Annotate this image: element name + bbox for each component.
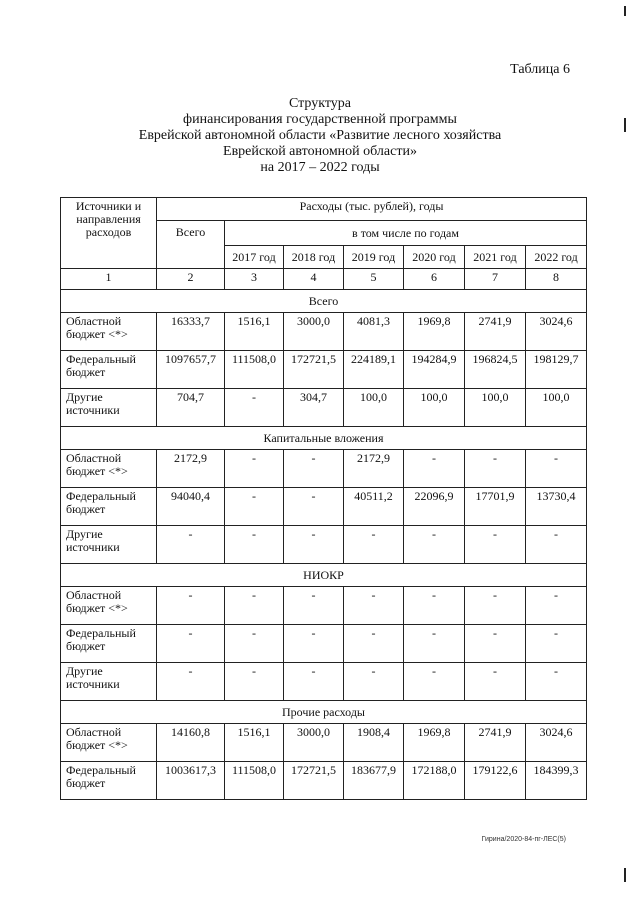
cell-value: 100,0: [526, 389, 587, 427]
cell-value: -: [526, 587, 587, 625]
cell-value: 4081,3: [344, 313, 404, 351]
cell-value: 111508,0: [225, 351, 284, 389]
cell-value: -: [284, 526, 344, 564]
column-number: 1: [61, 269, 157, 290]
cell-value: 2172,9: [344, 450, 404, 488]
header-expenses: Расходы (тыс. рублей), годы: [157, 198, 587, 221]
title-line: Еврейской автономной области»: [223, 144, 417, 159]
cell-value: -: [465, 587, 526, 625]
cell-value: 224189,1: [344, 351, 404, 389]
header-row: [61, 198, 587, 221]
header-year: 2017 год: [225, 246, 284, 269]
cell-value: 183677,9: [344, 762, 404, 800]
scan-edge-mark: [624, 868, 626, 882]
column-number-row: [61, 269, 587, 290]
row-label: Федеральный бюджет: [61, 762, 157, 800]
cell-value: 100,0: [344, 389, 404, 427]
column-number: 6: [404, 269, 465, 290]
table-row: [61, 389, 587, 427]
row-label: Другие источники: [61, 526, 157, 564]
header-year: 2021 год: [465, 246, 526, 269]
row-label: Другие источники: [61, 389, 157, 427]
table-row: [61, 351, 587, 389]
cell-value: -: [284, 450, 344, 488]
cell-value: 172721,5: [284, 762, 344, 800]
cell-value: 22096,9: [404, 488, 465, 526]
section-title: Всего: [61, 290, 587, 313]
cell-value: 40511,2: [344, 488, 404, 526]
table-row: [61, 526, 587, 564]
table-row: [61, 724, 587, 762]
row-label: Другие источники: [61, 663, 157, 701]
header-year: 2019 год: [344, 246, 404, 269]
row-label: Областной бюджет <*>: [61, 587, 157, 625]
table-number: Таблица 6: [510, 62, 570, 77]
cell-value: -: [225, 587, 284, 625]
section-title: Прочие расходы: [61, 701, 587, 724]
cell-value: -: [526, 526, 587, 564]
cell-value: 16333,7: [157, 313, 225, 351]
title-line: финансирования государственной программы: [183, 112, 457, 127]
cell-value: -: [225, 625, 284, 663]
section-row: [61, 290, 587, 313]
scan-edge-mark: [624, 6, 626, 16]
cell-value: -: [284, 625, 344, 663]
section-row: [61, 564, 587, 587]
cell-value: 13730,4: [526, 488, 587, 526]
row-label: Областной бюджет <*>: [61, 724, 157, 762]
cell-value: 2172,9: [157, 450, 225, 488]
cell-value: -: [465, 625, 526, 663]
column-number: 2: [157, 269, 225, 290]
cell-value: 3000,0: [284, 313, 344, 351]
cell-value: -: [526, 450, 587, 488]
cell-value: 184399,3: [526, 762, 587, 800]
cell-value: -: [157, 625, 225, 663]
cell-value: -: [225, 450, 284, 488]
header-sources: Источники и направления расходов: [61, 198, 157, 269]
cell-value: 198129,7: [526, 351, 587, 389]
cell-value: 3000,0: [284, 724, 344, 762]
cell-value: -: [526, 663, 587, 701]
cell-value: 3024,6: [526, 724, 587, 762]
table-row: [61, 663, 587, 701]
cell-value: 172721,5: [284, 351, 344, 389]
cell-value: -: [225, 488, 284, 526]
cell-value: 1969,8: [404, 313, 465, 351]
header-total: Всего: [157, 221, 225, 269]
footer-code: Гирина/2020-84-пг-ЛЕС(5): [481, 836, 566, 843]
cell-value: 704,7: [157, 389, 225, 427]
section-title: НИОКР: [61, 564, 587, 587]
cell-value: 2741,9: [465, 724, 526, 762]
title-line: Структура: [288, 96, 352, 111]
cell-value: -: [465, 450, 526, 488]
cell-value: -: [225, 663, 284, 701]
table-row: [61, 313, 587, 351]
title-line: Еврейской автономной области «Развитие лесного хозяйства: [138, 128, 502, 143]
section-row: [61, 701, 587, 724]
cell-value: 1516,1: [225, 724, 284, 762]
column-number: 5: [344, 269, 404, 290]
cell-value: 304,7: [284, 389, 344, 427]
cell-value: -: [284, 663, 344, 701]
cell-value: -: [344, 663, 404, 701]
cell-value: -: [157, 663, 225, 701]
scan-edge-mark: [624, 118, 626, 132]
cell-value: 196824,5: [465, 351, 526, 389]
table-row: [61, 488, 587, 526]
column-number: 4: [284, 269, 344, 290]
row-label: Федеральный бюджет: [61, 625, 157, 663]
cell-value: -: [225, 526, 284, 564]
row-label: Федеральный бюджет: [61, 488, 157, 526]
cell-value: 179122,6: [465, 762, 526, 800]
cell-value: -: [157, 587, 225, 625]
cell-value: -: [465, 663, 526, 701]
table-row: [61, 625, 587, 663]
cell-value: 17701,9: [465, 488, 526, 526]
cell-value: -: [526, 625, 587, 663]
table-row: [61, 587, 587, 625]
row-label: Федеральный бюджет: [61, 351, 157, 389]
cell-value: -: [344, 526, 404, 564]
cell-value: -: [344, 625, 404, 663]
document-title: [60, 96, 580, 176]
cell-value: -: [404, 587, 465, 625]
column-number: 3: [225, 269, 284, 290]
cell-value: -: [404, 450, 465, 488]
cell-value: 100,0: [404, 389, 465, 427]
section-title: Капитальные вложения: [61, 427, 587, 450]
row-label: Областной бюджет <*>: [61, 313, 157, 351]
column-number: 8: [526, 269, 587, 290]
funding-table: [60, 197, 587, 800]
cell-value: -: [465, 526, 526, 564]
cell-value: -: [404, 625, 465, 663]
table-body: [61, 198, 587, 800]
cell-value: 1097657,7: [157, 351, 225, 389]
cell-value: -: [404, 663, 465, 701]
cell-value: -: [157, 526, 225, 564]
column-number: 7: [465, 269, 526, 290]
cell-value: 100,0: [465, 389, 526, 427]
cell-value: 1516,1: [225, 313, 284, 351]
cell-value: 2741,9: [465, 313, 526, 351]
cell-value: -: [404, 526, 465, 564]
cell-value: 172188,0: [404, 762, 465, 800]
row-label: Областной бюджет <*>: [61, 450, 157, 488]
cell-value: -: [284, 587, 344, 625]
cell-value: 14160,8: [157, 724, 225, 762]
cell-value: 3024,6: [526, 313, 587, 351]
header-year: 2018 год: [284, 246, 344, 269]
cell-value: -: [284, 488, 344, 526]
title-line: на 2017 – 2022 годы: [260, 160, 380, 175]
section-row: [61, 427, 587, 450]
header-including: в том числе по годам: [225, 221, 587, 246]
header-year: 2020 год: [404, 246, 465, 269]
cell-value: 194284,9: [404, 351, 465, 389]
header-year: 2022 год: [526, 246, 587, 269]
cell-value: -: [225, 389, 284, 427]
cell-value: 1003617,3: [157, 762, 225, 800]
table-row: [61, 450, 587, 488]
cell-value: 94040,4: [157, 488, 225, 526]
cell-value: -: [344, 587, 404, 625]
table-row: [61, 762, 587, 800]
cell-value: 1908,4: [344, 724, 404, 762]
cell-value: 111508,0: [225, 762, 284, 800]
cell-value: 1969,8: [404, 724, 465, 762]
